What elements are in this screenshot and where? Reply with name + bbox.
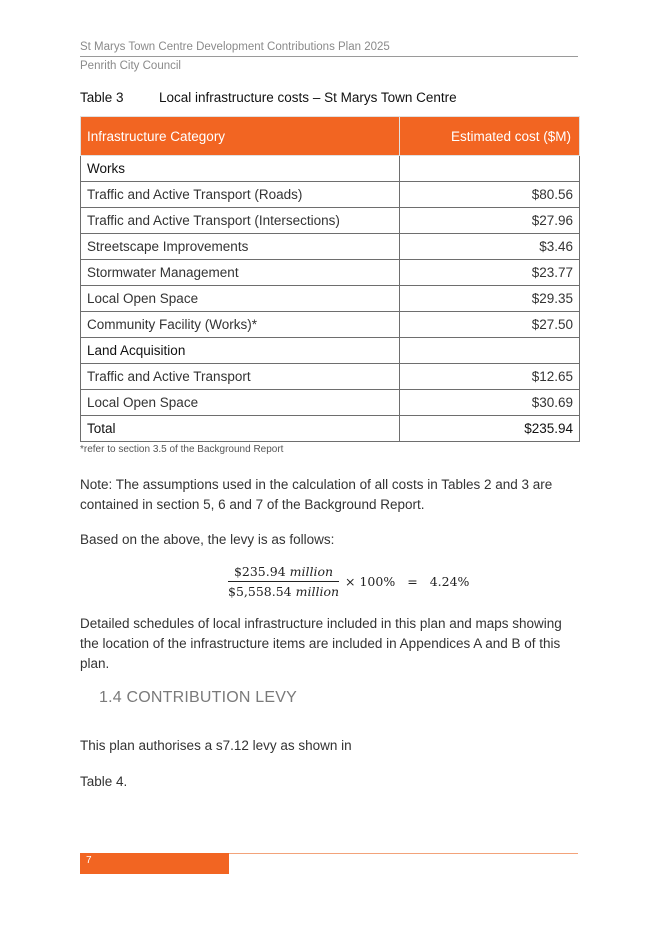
table-4-reference: Table 4. [80,774,128,789]
table-caption-title: Local infrastructure costs – St Marys Town Centre [159,90,457,105]
table-row [81,182,580,208]
row-cost: $27.50 [400,312,580,338]
row-cost: $80.56 [400,182,580,208]
table-footnote: *refer to section 3.5 of the Background Report [80,444,284,455]
header-rule [80,56,578,57]
section-label-works: Works [81,156,400,182]
section-row-land-acquisition [81,338,580,364]
schedules-paragraph: Detailed schedules of local infrastructure included in this plan and maps showing the location of the infrastructure items are included in Appendices A and B of this plan. [80,616,562,671]
row-category: Traffic and Active Transport (Intersections) [81,208,400,234]
row-category: Traffic and Active Transport [81,364,400,390]
table-row [81,364,580,390]
formula-multiplier: × 100% [345,574,396,589]
table-header-row [81,117,580,156]
total-row [81,416,580,442]
section-cost-empty [400,156,580,182]
table-row [81,390,580,416]
formula-numerator [234,564,333,579]
infrastructure-costs-table [80,116,580,442]
row-cost: $3.46 [400,234,580,260]
total-label: Total [81,416,400,442]
row-category: Local Open Space [81,286,400,312]
section-row-works [81,156,580,182]
row-cost: $30.69 [400,390,580,416]
row-cost: $27.96 [400,208,580,234]
levy-intro-text: Based on the above, the levy is as follows: [80,532,335,547]
numerator-unit: million [289,564,334,579]
section-cost-empty [400,338,580,364]
table-row [81,260,580,286]
column-header-cost: Estimated cost ($M) [400,117,580,156]
table-row [81,208,580,234]
section-heading: 1.4 CONTRIBUTION LEVY [99,689,298,706]
section-label-land-acquisition: Land Acquisition [81,338,400,364]
page-number: 7 [86,855,92,866]
row-category: Stormwater Management [81,260,400,286]
row-category: Local Open Space [81,390,400,416]
table-caption [80,90,457,105]
row-category: Streetscape Improvements [81,234,400,260]
fraction-bar [228,581,339,582]
levy-authorisation-text: This plan authorises a s7.12 levy as shown in [80,738,352,753]
row-cost: $12.65 [400,364,580,390]
assumptions-note: Note: The assumptions used in the calculation of all costs in Tables 2 and 3 are contained in section 5, 6 and 7 of the Background Report. [80,477,553,512]
running-header-title: St Marys Town Centre Development Contributions Plan 2025 [80,41,390,53]
page-number-badge [80,853,229,874]
numerator-amount: $235.94 [233,564,286,579]
row-cost: $23.77 [400,260,580,286]
table-row [81,312,580,338]
table-caption-number: Table 3 [80,90,124,105]
denominator-amount: $5,558.54 [228,584,292,599]
formula-result: 4.24% [429,574,470,589]
levy-formula [228,564,469,599]
formula-equals: = [407,574,418,589]
running-header-council: Penrith City Council [80,60,181,72]
formula-denominator [228,584,339,599]
row-category: Traffic and Active Transport (Roads) [81,182,400,208]
table-row [81,234,580,260]
total-cost: $235.94 [400,416,580,442]
row-cost: $29.35 [400,286,580,312]
row-category: Community Facility (Works)* [81,312,400,338]
table-row [81,286,580,312]
column-header-category: Infrastructure Category [81,117,400,156]
formula-fraction [228,564,339,599]
denominator-unit: million [295,584,340,599]
